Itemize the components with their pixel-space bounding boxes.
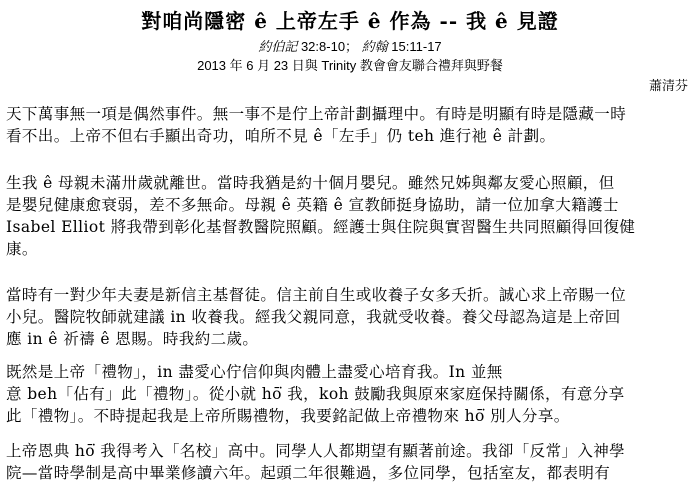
paragraph-line: 看不出。上帝不但右手顯出奇功，咱所不見 ê「左手」仍 teh 進行祂 ê 計劃。: [6, 127, 556, 145]
reference-verse-2: 15:11-17: [387, 39, 442, 54]
paragraph-line: 上帝恩典 hō͘ 我得考入「名校」高中。同學人人都期望有顯著前途。我卻「反常」入神學: [6, 442, 626, 460]
paragraph-line: 天下萬事無一項是偶然事件。無一事不是佇上帝計劃攝理中。有時是明顯有時是隱藏一時: [6, 105, 627, 123]
paragraph-line: 小兒。醫院牧師就建議 in 收養我。經我父親同意，我就受收養。養父母認為這是上帝回: [6, 308, 621, 326]
reference-book-1: 約伯記: [258, 39, 298, 54]
paragraph-line: 既然是上帝「禮物」，in 盡愛心佇信仰與肉體上盡愛心培育我。In 並無: [6, 363, 503, 381]
author-name: 蕭清芬: [648, 79, 688, 94]
paragraph: [6, 172, 696, 260]
reference-book-2: 約翰: [361, 39, 388, 54]
paragraph: [6, 440, 696, 484]
paragraph-line: 康。: [6, 240, 38, 258]
paragraph-line: 當時有一對少年夫妻是新信主基督徒。信主前自生或收養子女多夭折。誠心求上帝賜一位: [6, 286, 627, 304]
paragraph: [6, 361, 696, 427]
paragraph-line: Isabel Elliot 將我帶到彰化基督教醫院照顧。經護士與住院與實習醫生共同照顧得回復健: [6, 218, 636, 236]
paragraph: [6, 103, 696, 147]
paragraph-line: 此「禮物」。不時提起我是上帝所賜禮物，我要銘記做上帝禮物來 hō͘ 別人分享。: [6, 407, 570, 425]
paragraph-line: 是嬰兒健康愈衰弱，差不多無命。母親 ê 英籍 ê 宣教師挺身協助，請一位加拿大籍護士: [6, 196, 619, 214]
paragraph-line: 意 beh「佔有」此「禮物」。從小就 hō͘ 我，koh 鼓勵我與原來家庭保持關係，有意分享: [6, 385, 625, 403]
page-title: 對咱尚隱密 ê 上帝左手 ê 作為 -- 我 ê 見證: [141, 9, 559, 33]
paragraph-line: 生我 ê 母親未滿卅歲就離世。當時我猶是約十個月嬰兒。雖然兄姊與鄰友愛心照顧，但: [6, 174, 615, 192]
paragraph-line: 應 in ê 祈禱 ê 恩賜。時我約二歲。: [6, 330, 259, 348]
paragraph-line: 院—當時學制是高中畢業修讀六年。起頭二年很難過，多位同學，包括室友，都表明有: [6, 464, 611, 482]
reference-verse-1: 32:8-10；: [297, 39, 359, 54]
event-dateline: 2013 年 6 月 23 日與 Trinity 教會會友聯合禮拜與野餐: [197, 58, 503, 73]
paragraph: [6, 284, 696, 350]
scripture-reference: [0, 36, 700, 55]
